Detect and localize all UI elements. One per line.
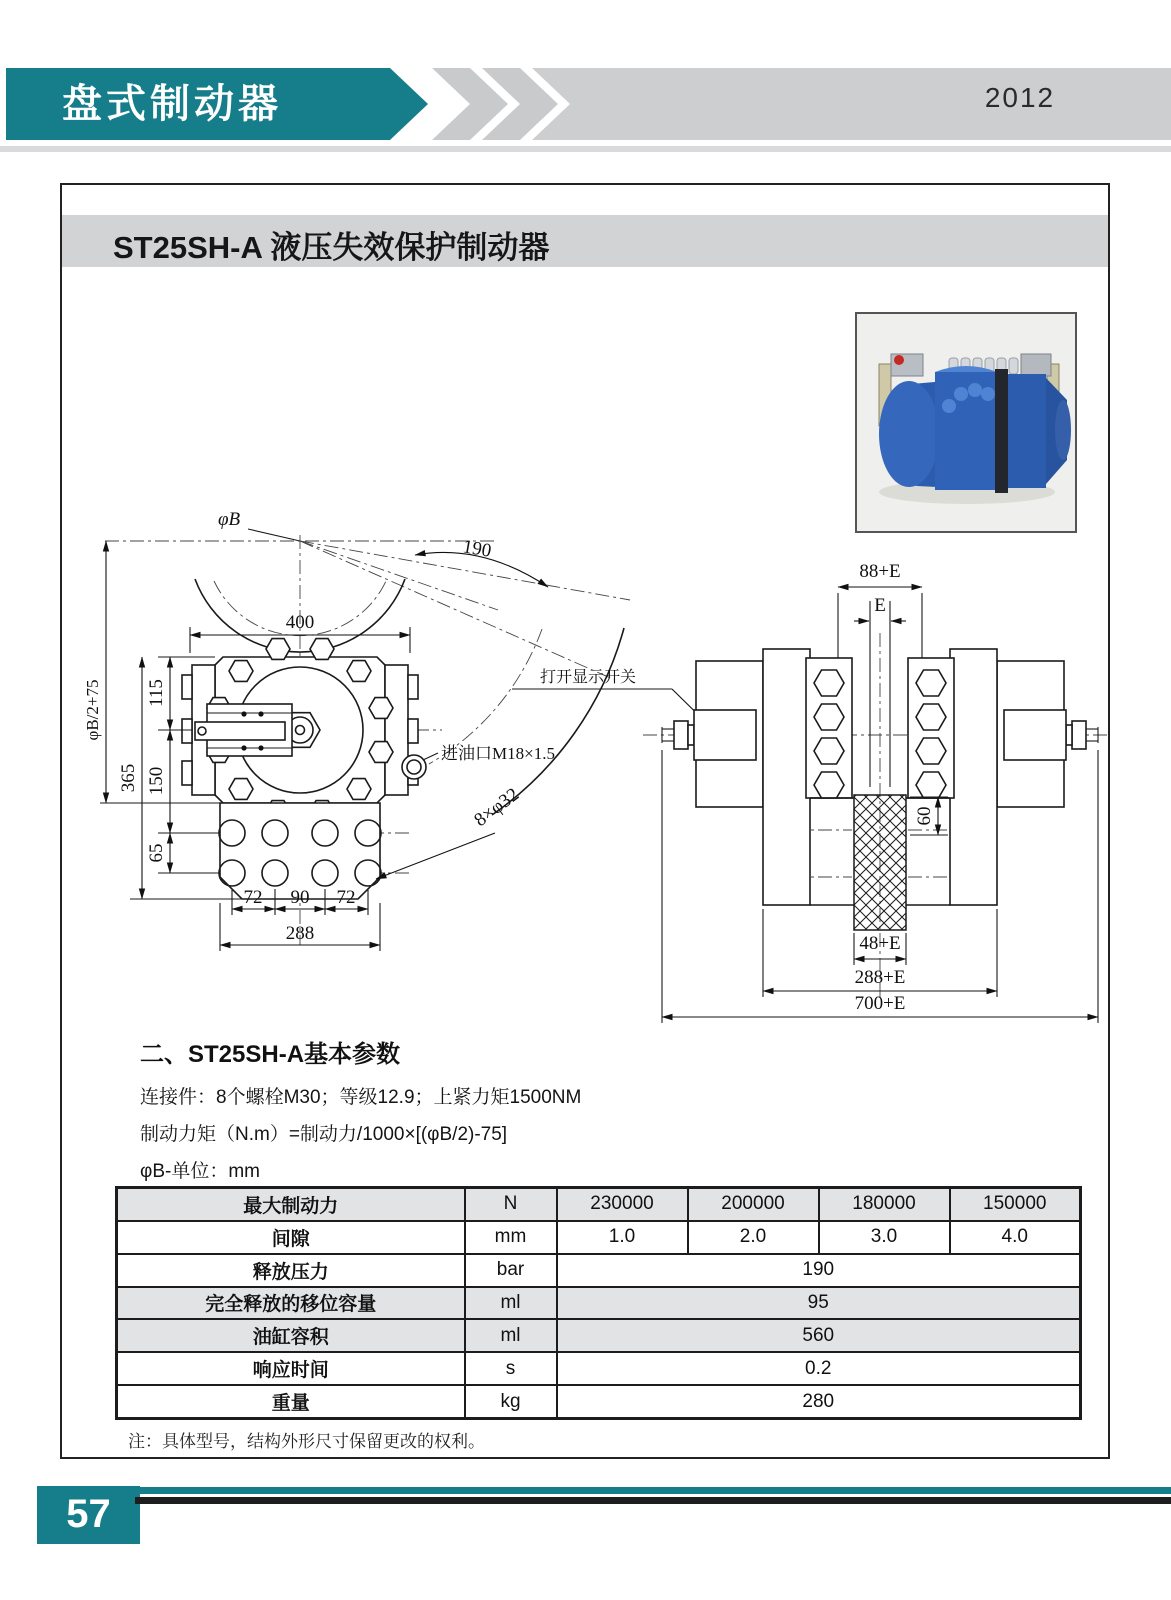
dim-288e: 288+E (854, 967, 906, 988)
category-title: 盘式制动器 (62, 82, 282, 126)
dim-150: 150 (146, 766, 167, 796)
row-label: 响应时间 (117, 1352, 465, 1385)
row-label: 间隙 (117, 1221, 465, 1254)
row-label: 释放压力 (117, 1254, 465, 1287)
row-unit: ml (465, 1287, 557, 1320)
row-unit: bar (465, 1254, 557, 1287)
row-value: 180000 (819, 1188, 950, 1221)
row-unit: ml (465, 1319, 557, 1352)
dim-e: E (874, 595, 886, 616)
row-value: 200000 (688, 1188, 819, 1221)
row-label: 油缸容积 (117, 1319, 465, 1352)
row-unit: s (465, 1352, 557, 1385)
row-value: 560 (557, 1319, 1081, 1352)
spec-table (115, 1186, 1082, 1420)
row-label: 最大制动力 (117, 1188, 465, 1221)
page-number-badge: 57 (37, 1486, 140, 1544)
technical-drawings (60, 490, 1110, 1050)
table-row (117, 1385, 1081, 1418)
oil-port (402, 755, 426, 779)
dim-90: 90 (290, 887, 310, 908)
oil-port-label: 进油口M18×1.5 (441, 744, 555, 763)
dim-88e: 88+E (859, 561, 901, 582)
year-label: 2012 (984, 82, 1056, 113)
params-line-unit: φB-单位：mm (140, 1161, 260, 1182)
dim-190: 190 (461, 536, 493, 562)
params-line-formula: 制动力矩（N.m）=制动力/1000×[(φB/2)-75] (140, 1124, 508, 1145)
table-row (117, 1188, 1081, 1221)
row-value: 0.2 (557, 1352, 1081, 1385)
row-value: 4.0 (950, 1221, 1081, 1254)
front-view-drawing (83, 509, 630, 951)
table-row (117, 1352, 1081, 1385)
row-value: 3.0 (819, 1221, 950, 1254)
dim-65: 65 (146, 843, 167, 863)
row-unit: N (465, 1188, 557, 1221)
params-line-connectors: 连接件：8个螺栓M30；等级12.9；上紧力矩1500NM (140, 1087, 582, 1108)
dim-phi-b: φB (218, 509, 241, 530)
row-unit: kg (465, 1385, 557, 1418)
row-value: 1.0 (557, 1221, 688, 1254)
page-title: ST25SH-A 液压失效保护制动器 (113, 230, 550, 265)
footnote: 注：具体型号，结构外形尺寸保留更改的权利。 (128, 1432, 485, 1451)
row-value: 230000 (557, 1188, 688, 1221)
dim-phi-half: φB/2+75 (83, 679, 102, 741)
footer-rule-teal (135, 1487, 1171, 1494)
footer-rule-black (135, 1497, 1171, 1504)
dim-72b: 72 (336, 887, 356, 908)
side-view-drawing (643, 561, 1108, 1023)
table-row (117, 1221, 1081, 1254)
table-row (117, 1287, 1081, 1320)
dim-700e: 700+E (854, 993, 906, 1014)
table-row (117, 1254, 1081, 1287)
table-row (117, 1319, 1081, 1352)
switch-label: 打开显示开关 (540, 669, 637, 686)
dim-288: 288 (285, 923, 315, 944)
row-label: 完全释放的移位容量 (117, 1287, 465, 1320)
row-label: 重量 (117, 1385, 465, 1418)
row-value: 280 (557, 1385, 1081, 1418)
release-arm (195, 704, 292, 756)
row-value: 150000 (950, 1188, 1081, 1221)
row-value: 190 (557, 1254, 1081, 1287)
header-rule (0, 146, 1171, 152)
dim-48e: 48+E (859, 933, 901, 954)
dim-365: 365 (118, 763, 139, 793)
dim-60: 60 (914, 806, 935, 826)
holes-label: 8×φ32 (470, 784, 524, 831)
row-unit: mm (465, 1221, 557, 1254)
row-value: 95 (557, 1287, 1081, 1320)
dim-400: 400 (285, 612, 315, 633)
row-value: 2.0 (688, 1221, 819, 1254)
dim-72a: 72 (243, 887, 263, 908)
params-heading: 二、ST25SH-A基本参数 (140, 1041, 401, 1068)
brake-disc-hatch (854, 795, 906, 930)
dim-115: 115 (146, 679, 167, 707)
